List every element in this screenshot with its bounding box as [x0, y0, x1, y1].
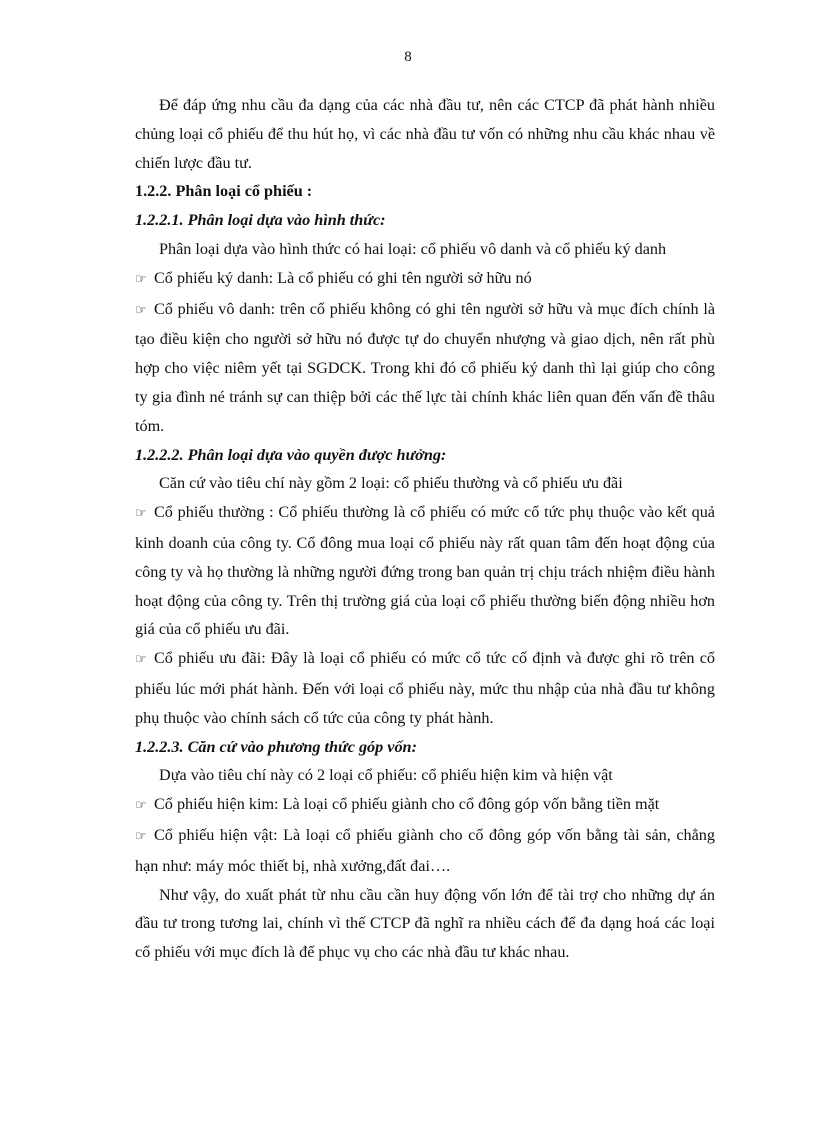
section-1-2-2-2-heading: 1.2.2.2. Phân loại dựa vào quyền được hưởng: — [135, 445, 447, 464]
pointing-hand-icon: ☞ — [135, 506, 147, 522]
section-1-2-2-1-heading: 1.2.2.1. Phân loại dựa vào hình thức: — [135, 211, 386, 230]
bullet-text: Cổ phiếu thường : Cổ phiếu thường là cổ phiếu có mức cổ tức phụ thuộc vào kết quả kinh doanh của công ty. Cổ đông mua loại cổ phiếu này rất quan tâm đến hoạt động của công ty và họ thường là những người đứng trong ban quản trị chịu trách nhiệm điều hành hoạt động của công ty. Trên thị trường giá của loại cổ phiếu thường biến động nhiều hơn giá của cổ phiếu ưu đãi. — [135, 503, 715, 639]
pointing-hand-icon: ☞ — [135, 271, 147, 287]
bullet-text: Cổ phiếu hiện vật: Là loại cổ phiếu giành cho cổ đông góp vốn bằng tài sản, chẳng hạn như: máy móc thiết bị, nhà xưởng,đất đai…. — [135, 825, 715, 875]
bullet-text: Cổ phiếu ưu đãi: Đây là loại cổ phiếu có mức cổ tức cố định và được ghi rõ trên cổ phiếu lúc mới phát hành. Đến với loại cổ phiếu này, mức thu nhập của nhà đầu tư không phụ thuộc vào chính sách cổ tức của công ty phát hành. — [135, 649, 715, 727]
bullet-item — [135, 821, 715, 881]
intro-paragraph: Để đáp ứng nhu cầu đa dạng của các nhà đầu tư, nên các CTCP đã phát hành nhiều chủng loại cổ phiếu để thu hút họ, vì các nhà đầu tư vốn có những nhu cầu khác nhau về chiến lược đầu tư. — [135, 96, 715, 172]
bullet-item — [135, 498, 715, 644]
conclusion-paragraph: Như vậy, do xuất phát từ nhu cầu cần huy động vốn lớn để tài trợ cho những dự án đầu tư trong tương lai, chính vì thế CTCP đã nghĩ ra nhiều cách để đa dạng hoá các loại cổ phiếu với mục đích là để phục vụ cho các nhà đầu tư khác nhau. — [135, 885, 715, 962]
pointing-hand-icon: ☞ — [135, 828, 147, 844]
section-1-2-2-2-lead: Căn cứ vào tiêu chí này gồm 2 loại: cổ phiếu thường và cổ phiếu ưu đãi — [159, 474, 623, 493]
bullet-item — [135, 264, 715, 295]
bullet-text: Cổ phiếu hiện kim: Là loại cổ phiếu giành cho cổ đông góp vốn bằng tiền mặt — [154, 795, 660, 814]
section-1-2-2-3-lead: Dựa vào tiêu chí này có 2 loại cổ phiếu: cổ phiếu hiện kim và hiện vật — [159, 766, 613, 785]
bullet-item — [135, 644, 715, 732]
section-1-2-2-1-lead: Phân loại dựa vào hình thức có hai loại: cổ phiếu vô danh và cổ phiếu ký danh — [159, 239, 667, 258]
bullet-item — [135, 790, 715, 821]
page-content — [135, 91, 715, 967]
bullet-text: Cổ phiếu ký danh: Là cổ phiếu có ghi tên người sở hữu nó — [154, 268, 532, 287]
section-1-2-2-3-heading: 1.2.2.3. Căn cứ vào phương thức góp vốn: — [135, 737, 417, 756]
pointing-hand-icon: ☞ — [135, 302, 147, 318]
page-number: 8 — [404, 49, 412, 65]
pointing-hand-icon: ☞ — [135, 652, 147, 668]
section-1-2-2-heading: 1.2.2. Phân loại cổ phiếu : — [135, 182, 313, 201]
pointing-hand-icon: ☞ — [135, 798, 147, 814]
bullet-item — [135, 295, 715, 441]
bullet-text: Cổ phiếu vô danh: trên cổ phiếu không có ghi tên người sở hữu và mục đích chính là tạo điều kiện cho người sở hữu nó được tự do chuyển nhượng và giao dịch, nên rất phù hợp cho việc niêm yết tại SGDCK. Trong khi đó cổ phiếu ký danh thì lại giúp cho công ty gia đình né tránh sự can thiệp bởi các thế lực tài chính khác liên quan đến vấn đề thâu tóm. — [135, 299, 715, 435]
